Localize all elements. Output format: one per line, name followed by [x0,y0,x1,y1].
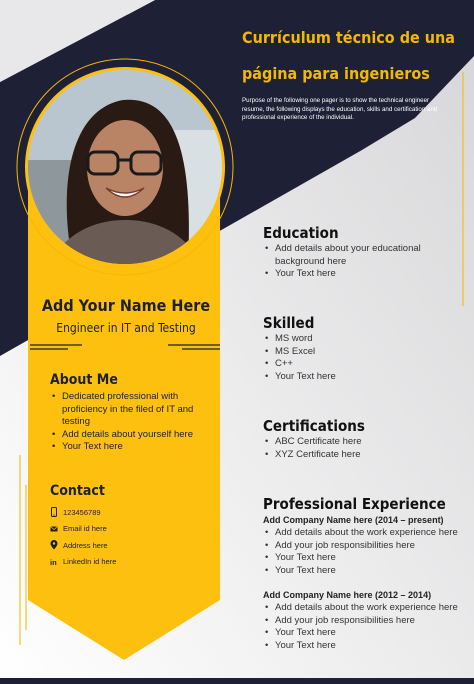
company-1-title: Add Company Name here (2014 – present) [263,515,444,525]
contact-phone [50,504,116,521]
experience-item: • Add your job responsibilities here [263,615,463,628]
about-item: • Add details about yourself here [50,429,200,442]
experience-item: • Your Text here [263,552,463,565]
skilled-list [263,333,453,383]
experience-item: • Add details about the work experience here [263,602,463,615]
candidate-name: Add Your Name Here [41,296,211,315]
experience-item: • Add your job responsibilities here [263,540,463,553]
education-list [263,243,428,281]
skill-item: • MS Excel [263,346,453,359]
contact-email [50,521,116,538]
experience-item: • Add details about the work experience here [263,527,463,540]
purpose-text: Purpose of the following one pager is to show the technical engineer resume, the following displays the education, skills and certification and professional experience of the individual. [242,97,438,122]
education-item: • Add details about your educational background here [263,243,428,268]
certificate-item: • XYZ Certificate here [263,449,453,462]
experience-item: • Your Text here [263,627,463,640]
company-2-title: Add Company Name here (2012 – 2014) [263,590,432,600]
certifications-heading: Certifications [263,417,365,435]
skill-item: • MS word [263,333,453,346]
education-item: • Your Text here [263,268,428,281]
contact-linkedin-text: LinkedIn id here [63,557,117,567]
education-heading: Education [263,224,339,242]
email-icon [50,524,58,534]
company-2-list [263,602,463,652]
contact-list [50,504,116,570]
about-list [50,391,200,454]
experience-item: • Your Text here [263,640,463,653]
contact-heading: Contact [50,483,105,499]
contact-email-text: Email id here [63,524,107,534]
linkedin-icon [50,557,58,567]
contact-linkedin [50,554,116,571]
skill-item: • C++ [263,358,453,371]
location-pin-icon [50,540,58,550]
certificate-item: • ABC Certificate here [263,436,453,449]
contact-phone-text: 123456789 [63,507,101,517]
experience-item: • Your Text here [263,565,463,578]
resume-title-line1: Currículum técnico de una [242,28,455,47]
about-item: • Your Text here [50,441,200,454]
experience-heading: Professional Experience [263,495,446,513]
about-item: • Dedicated professional with proficiency in the filed of IT and testing [50,391,200,429]
candidate-role: Engineer in IT and Testing [56,321,196,335]
certifications-list [263,436,453,461]
about-heading: About Me [50,372,118,388]
profile-photo [28,70,222,264]
phone-icon [50,507,58,517]
contact-address [50,537,116,554]
skilled-heading: Skilled [263,314,315,332]
resume-title-line2: página para ingenieros [242,64,430,83]
skill-item: • Your Text here [263,371,453,384]
svg-text:in: in [50,557,57,567]
contact-address-text: Address here [63,540,108,550]
company-1-list [263,527,463,577]
